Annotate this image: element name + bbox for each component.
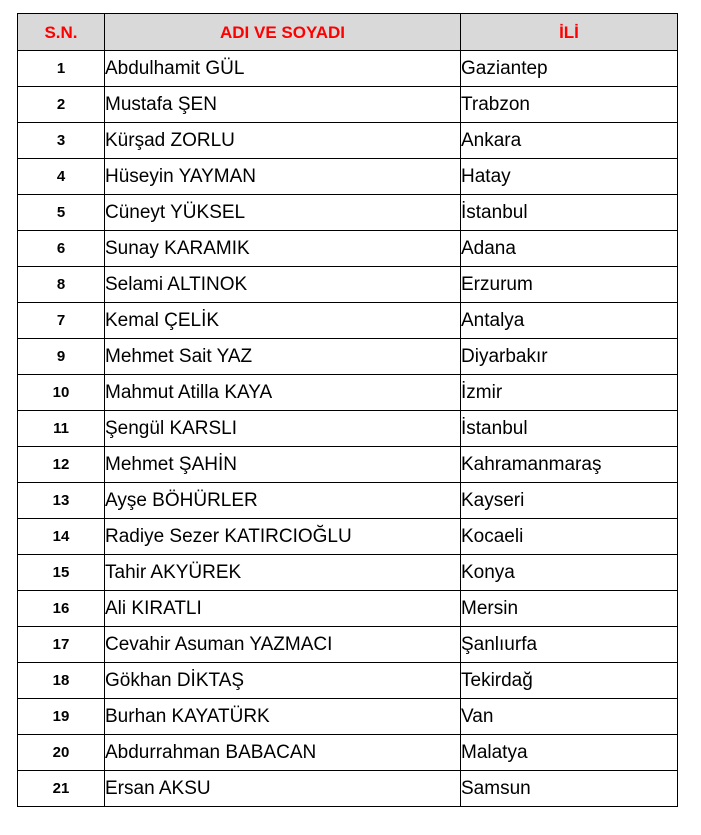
table-row bbox=[18, 87, 678, 123]
cell-city: İstanbul bbox=[461, 411, 678, 447]
cell-sn: 14 bbox=[18, 519, 105, 555]
cell-name: Radiye Sezer KATIRCIOĞLU bbox=[105, 519, 461, 555]
cell-sn: 19 bbox=[18, 699, 105, 735]
cell-city: Mersin bbox=[461, 591, 678, 627]
cell-name: Mahmut Atilla KAYA bbox=[105, 375, 461, 411]
cell-sn: 21 bbox=[18, 771, 105, 807]
cell-name: Hüseyin YAYMAN bbox=[105, 159, 461, 195]
cell-name: Tahir AKYÜREK bbox=[105, 555, 461, 591]
header-name: ADI VE SOYADI bbox=[105, 14, 461, 51]
cell-name: Cüneyt YÜKSEL bbox=[105, 195, 461, 231]
table-row bbox=[18, 51, 678, 87]
table-row bbox=[18, 627, 678, 663]
cell-sn: 20 bbox=[18, 735, 105, 771]
header-city: İLİ bbox=[461, 14, 678, 51]
cell-city: Adana bbox=[461, 231, 678, 267]
cell-sn: 4 bbox=[18, 159, 105, 195]
cell-name: Mehmet Sait YAZ bbox=[105, 339, 461, 375]
table-row bbox=[18, 303, 678, 339]
table-row bbox=[18, 591, 678, 627]
cell-sn: 16 bbox=[18, 591, 105, 627]
cell-city: İzmir bbox=[461, 375, 678, 411]
cell-sn: 17 bbox=[18, 627, 105, 663]
cell-sn: 5 bbox=[18, 195, 105, 231]
cell-city: Gaziantep bbox=[461, 51, 678, 87]
cell-city: Şanlıurfa bbox=[461, 627, 678, 663]
cell-name: Cevahir Asuman YAZMACI bbox=[105, 627, 461, 663]
table-row bbox=[18, 267, 678, 303]
cell-name: Abdulhamit GÜL bbox=[105, 51, 461, 87]
cell-city: İstanbul bbox=[461, 195, 678, 231]
cell-city: Kocaeli bbox=[461, 519, 678, 555]
cell-name: Abdurrahman BABACAN bbox=[105, 735, 461, 771]
cell-city: Erzurum bbox=[461, 267, 678, 303]
cell-city: Kahramanmaraş bbox=[461, 447, 678, 483]
cell-city: Trabzon bbox=[461, 87, 678, 123]
cell-sn: 15 bbox=[18, 555, 105, 591]
cell-sn: 9 bbox=[18, 339, 105, 375]
table-row bbox=[18, 375, 678, 411]
cell-sn: 18 bbox=[18, 663, 105, 699]
header-sn: S.N. bbox=[18, 14, 105, 51]
cell-city: Diyarbakır bbox=[461, 339, 678, 375]
cell-name: Mehmet ŞAHİN bbox=[105, 447, 461, 483]
cell-name: Ayşe BÖHÜRLER bbox=[105, 483, 461, 519]
cell-city: Malatya bbox=[461, 735, 678, 771]
cell-city: Kayseri bbox=[461, 483, 678, 519]
cell-name: Kemal ÇELİK bbox=[105, 303, 461, 339]
table-row bbox=[18, 699, 678, 735]
table-row bbox=[18, 555, 678, 591]
cell-name: Gökhan DİKTAŞ bbox=[105, 663, 461, 699]
table-row bbox=[18, 663, 678, 699]
cell-city: Ankara bbox=[461, 123, 678, 159]
table-row bbox=[18, 411, 678, 447]
table-header bbox=[18, 14, 678, 51]
cell-sn: 13 bbox=[18, 483, 105, 519]
table-body bbox=[18, 51, 678, 807]
cell-city: Van bbox=[461, 699, 678, 735]
table-row bbox=[18, 339, 678, 375]
cell-sn: 10 bbox=[18, 375, 105, 411]
cell-name: Mustafa ŞEN bbox=[105, 87, 461, 123]
cell-name: Sunay KARAMIK bbox=[105, 231, 461, 267]
cell-name: Ali KIRATLI bbox=[105, 591, 461, 627]
cell-sn: 2 bbox=[18, 87, 105, 123]
cell-city: Antalya bbox=[461, 303, 678, 339]
cell-city: Tekirdağ bbox=[461, 663, 678, 699]
cell-sn: 12 bbox=[18, 447, 105, 483]
table-row bbox=[18, 231, 678, 267]
table-row bbox=[18, 735, 678, 771]
cell-sn: 3 bbox=[18, 123, 105, 159]
table-row bbox=[18, 519, 678, 555]
cell-name: Burhan KAYATÜRK bbox=[105, 699, 461, 735]
cell-sn: 1 bbox=[18, 51, 105, 87]
table-row bbox=[18, 159, 678, 195]
cell-sn: 7 bbox=[18, 303, 105, 339]
table-row bbox=[18, 123, 678, 159]
table-row bbox=[18, 483, 678, 519]
cell-sn: 11 bbox=[18, 411, 105, 447]
cell-city: Samsun bbox=[461, 771, 678, 807]
cell-city: Konya bbox=[461, 555, 678, 591]
cell-sn: 6 bbox=[18, 231, 105, 267]
cell-city: Hatay bbox=[461, 159, 678, 195]
table-row bbox=[18, 447, 678, 483]
table-row bbox=[18, 195, 678, 231]
cell-name: Kürşad ZORLU bbox=[105, 123, 461, 159]
cell-name: Ersan AKSU bbox=[105, 771, 461, 807]
table-row bbox=[18, 771, 678, 807]
cell-name: Şengül KARSLI bbox=[105, 411, 461, 447]
cell-name: Selami ALTINOK bbox=[105, 267, 461, 303]
cell-sn: 8 bbox=[18, 267, 105, 303]
header-row bbox=[18, 14, 678, 51]
candidates-table bbox=[17, 13, 678, 807]
